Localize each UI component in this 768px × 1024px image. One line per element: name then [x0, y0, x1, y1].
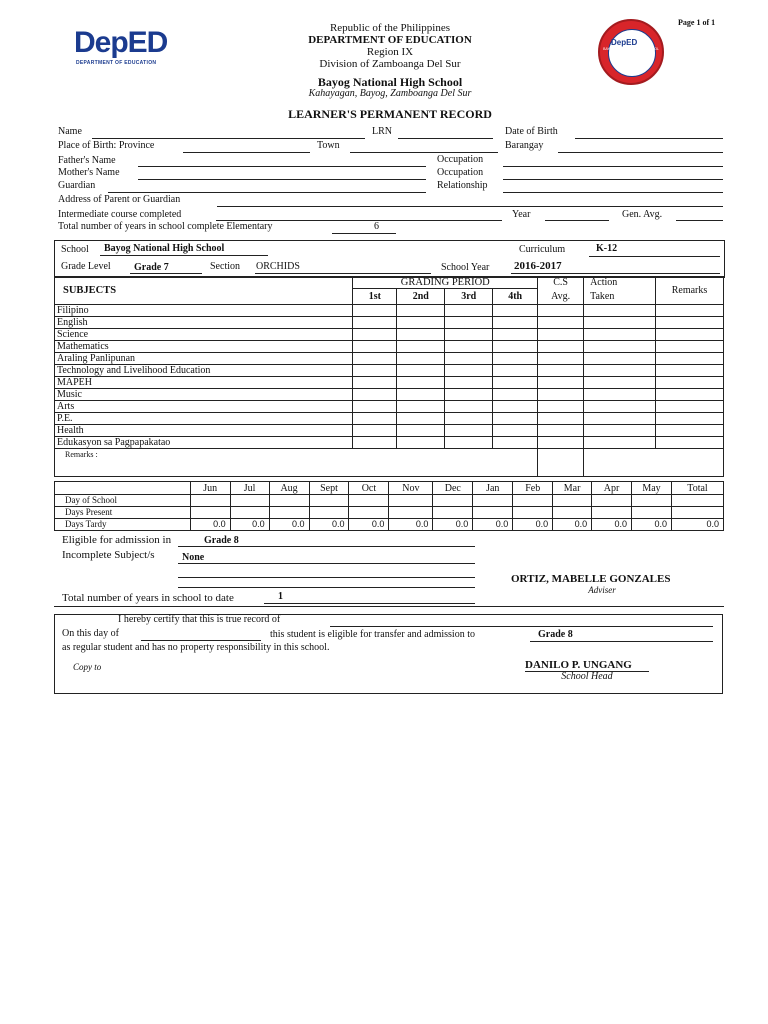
grade-cell[interactable]: [538, 401, 584, 413]
gen-avg-field[interactable]: [676, 220, 723, 221]
grade-cell[interactable]: [397, 317, 445, 329]
tardy-cell[interactable]: 0.0: [309, 519, 349, 531]
attendance-cell[interactable]: [473, 507, 513, 519]
grade-cell[interactable]: [584, 353, 656, 365]
subject-name: Science: [55, 329, 353, 341]
relationship-label: Relationship: [437, 180, 488, 191]
grade-cell[interactable]: [538, 389, 584, 401]
header-address: Kahayagan, Bayog, Zamboanga Del Sur: [308, 88, 472, 99]
month-header: Total: [671, 482, 723, 495]
grade-cell[interactable]: [445, 401, 493, 413]
period-2nd: 2nd: [397, 289, 445, 305]
address-field[interactable]: [217, 206, 723, 207]
cert-line3: as regular student and has no property responsibility in this school.: [62, 642, 330, 653]
attendance-cell[interactable]: [592, 507, 632, 519]
grade-cell[interactable]: [584, 425, 656, 437]
grade-cell[interactable]: [655, 401, 723, 413]
attendance-cell[interactable]: [433, 495, 473, 507]
taken-header: Taken: [584, 289, 656, 305]
total-years-elem-value: 6: [374, 221, 379, 232]
incomplete-underline-2: [178, 577, 475, 578]
grade-cell[interactable]: [493, 365, 538, 377]
subject-name: MAPEH: [55, 377, 353, 389]
attendance-cell[interactable]: [349, 495, 389, 507]
grade-level-label: Grade Level: [61, 261, 111, 272]
year-label: Year: [512, 209, 531, 220]
attendance-table: [54, 481, 724, 531]
cs-header: C.S: [538, 277, 584, 289]
grade-cell[interactable]: [353, 389, 397, 401]
attendance-cell[interactable]: [473, 495, 513, 507]
relationship-field[interactable]: [503, 192, 723, 193]
tardy-cell[interactable]: 0.0: [513, 519, 553, 531]
curriculum-value: K-12: [596, 243, 618, 254]
tardy-cell[interactable]: 0.0: [269, 519, 309, 531]
occupation1-label: Occupation: [437, 154, 484, 165]
grade-cell[interactable]: [397, 425, 445, 437]
grade-cell[interactable]: [493, 377, 538, 389]
month-header: Feb: [513, 482, 553, 495]
subject-name: Edukasyon sa Pagpapakatao: [55, 437, 353, 449]
grade-level-underline: [130, 273, 202, 274]
section-label: Section: [210, 261, 240, 272]
father-occupation-field[interactable]: [503, 166, 723, 167]
occupation2-label: Occupation: [437, 167, 484, 178]
grade-cell[interactable]: [493, 389, 538, 401]
curriculum-underline: [589, 256, 720, 257]
tardy-cell[interactable]: 0.0: [389, 519, 433, 531]
grade-cell[interactable]: [584, 341, 656, 353]
grades-table: [54, 276, 724, 477]
cert-student-name-field[interactable]: [330, 626, 713, 627]
grade-cell[interactable]: [538, 329, 584, 341]
cert-grade-underline: [530, 641, 713, 642]
school-year-value: 2016-2017: [514, 260, 562, 272]
dob-field[interactable]: [575, 138, 723, 139]
total-years-underline: [264, 603, 475, 604]
grade-cell[interactable]: [493, 413, 538, 425]
tardy-cell[interactable]: 0.0: [553, 519, 592, 531]
eligible-value: Grade 8: [204, 535, 239, 546]
grade-cell[interactable]: [445, 317, 493, 329]
grade-cell[interactable]: [584, 365, 656, 377]
grade-cell[interactable]: [353, 305, 397, 317]
father-label: Father's Name: [58, 155, 116, 166]
form-title: LEARNER'S PERMANENT RECORD: [288, 107, 492, 121]
subject-row: [55, 401, 724, 413]
page-number: Page 1 of 1: [678, 18, 716, 27]
month-header: Nov: [389, 482, 433, 495]
period-3rd: 3rd: [445, 289, 493, 305]
grade-cell[interactable]: [655, 389, 723, 401]
grade-cell[interactable]: [445, 329, 493, 341]
subject-name: P.E.: [55, 413, 353, 425]
grade-cell[interactable]: [538, 317, 584, 329]
attendance-cell[interactable]: [230, 495, 269, 507]
attendance-cell[interactable]: [513, 495, 553, 507]
grade-cell[interactable]: [445, 377, 493, 389]
grade-cell[interactable]: [445, 353, 493, 365]
subject-name: Mathematics: [55, 341, 353, 353]
month-header: Apr: [592, 482, 632, 495]
mother-label: Mother's Name: [58, 167, 120, 178]
month-header: Jul: [230, 482, 269, 495]
grade-cell[interactable]: [397, 413, 445, 425]
grade-cell[interactable]: [397, 365, 445, 377]
subject-row: [55, 305, 724, 317]
month-header: Dec: [433, 482, 473, 495]
grade-cell[interactable]: [353, 341, 397, 353]
grade-cell[interactable]: [655, 317, 723, 329]
school-label: School: [61, 244, 89, 255]
curriculum-label: Curriculum: [519, 244, 566, 255]
grade-cell[interactable]: [397, 353, 445, 365]
lrn-field[interactable]: [398, 138, 493, 139]
grade-cell[interactable]: [538, 413, 584, 425]
cert-line2b: this student is eligible for transfer and admission to: [270, 629, 475, 640]
header-division: Division of Zamboanga Del Sur: [319, 58, 461, 70]
town-label: Town: [317, 140, 340, 151]
grade-cell[interactable]: [584, 389, 656, 401]
father-field[interactable]: [138, 166, 426, 167]
subject-row: [55, 329, 724, 341]
subject-name: Music: [55, 389, 353, 401]
header-region: Region IX: [366, 46, 414, 58]
subject-row: [55, 437, 724, 449]
month-header: Sept: [309, 482, 349, 495]
subject-name: Health: [55, 425, 353, 437]
grade-cell[interactable]: [538, 437, 584, 449]
subject-row: [55, 389, 724, 401]
tardy-cell[interactable]: 0.0: [592, 519, 632, 531]
grade-cell[interactable]: [353, 425, 397, 437]
attendance-row-label: Days Tardy: [55, 519, 191, 531]
subject-row: [55, 413, 724, 425]
total-years-elem-field[interactable]: [332, 233, 396, 234]
header-school: Bayog National High School: [317, 75, 463, 89]
remarks-row-label: Remarks :: [55, 449, 353, 477]
section-value: ORCHIDS: [256, 261, 300, 272]
remarks-row-cs: [538, 449, 584, 477]
incomplete-underline-3: [178, 587, 475, 588]
grade-cell[interactable]: [655, 437, 723, 449]
remarks-header: Remarks: [655, 277, 723, 305]
grade-cell[interactable]: [655, 377, 723, 389]
pob-label: Place of Birth: Province: [58, 140, 155, 151]
eligible-underline: [178, 546, 475, 547]
barangay-field[interactable]: [558, 152, 723, 153]
subject-row: [55, 365, 724, 377]
grade-cell[interactable]: [397, 341, 445, 353]
attendance-cell[interactable]: [553, 495, 592, 507]
barangay-label: Barangay: [505, 140, 544, 151]
deped-logo-text: DepED: [74, 26, 168, 59]
grade-cell[interactable]: [493, 437, 538, 449]
name-field[interactable]: [92, 138, 365, 139]
grade-cell[interactable]: [538, 365, 584, 377]
grade-cell[interactable]: [353, 329, 397, 341]
subject-name: English: [55, 317, 353, 329]
address-label: Address of Parent or Guardian: [58, 194, 181, 205]
copy-to-label: Copy to: [73, 662, 102, 672]
grade-cell[interactable]: [353, 377, 397, 389]
subject-row: [55, 317, 724, 329]
grade-cell[interactable]: [353, 437, 397, 449]
school-seal-logo: [598, 19, 664, 85]
subject-row: [55, 377, 724, 389]
subject-row: [55, 341, 724, 353]
section-underline: [255, 273, 431, 274]
grade-cell[interactable]: [584, 377, 656, 389]
grade-cell[interactable]: [655, 365, 723, 377]
school-year-label: School Year: [441, 262, 490, 273]
grade-cell[interactable]: [493, 425, 538, 437]
attendance-cell[interactable]: [671, 507, 723, 519]
incomplete-label: Incomplete Subject/s: [62, 549, 155, 561]
grade-cell[interactable]: [538, 353, 584, 365]
tardy-cell[interactable]: 0.0: [349, 519, 389, 531]
grade-cell[interactable]: [397, 377, 445, 389]
footer-divider: [54, 606, 724, 607]
grade-cell[interactable]: [493, 305, 538, 317]
cert-line2a: On this day of: [62, 628, 119, 639]
tardy-cell[interactable]: 0.0: [190, 519, 230, 531]
grade-cell[interactable]: [655, 353, 723, 365]
period-1st: 1st: [353, 289, 397, 305]
grade-cell[interactable]: [397, 401, 445, 413]
attendance-cell[interactable]: [190, 507, 230, 519]
adviser-title: Adviser: [588, 585, 616, 595]
attendance-cell[interactable]: [632, 507, 672, 519]
cert-line1: I hereby certify that this is true record of: [118, 614, 281, 625]
total-years-elem-label: Total number of years in school complete Elementary: [58, 221, 273, 232]
dob-label: Date of Birth: [505, 126, 558, 137]
attendance-row-label: Days Present: [55, 507, 191, 519]
attendance-cell[interactable]: [230, 507, 269, 519]
grade-cell[interactable]: [397, 437, 445, 449]
guardian-label: Guardian: [58, 180, 96, 191]
attendance-cell[interactable]: [592, 495, 632, 507]
mother-occupation-field[interactable]: [503, 179, 723, 180]
month-header: Jun: [190, 482, 230, 495]
attendance-row-label: Day of School: [55, 495, 191, 507]
attendance-cell[interactable]: [553, 507, 592, 519]
name-label: Name: [58, 126, 82, 137]
grade-cell[interactable]: [655, 329, 723, 341]
deped-logo-subtext: DEPARTMENT OF EDUCATION: [76, 60, 157, 66]
school-head-name: DANILO P. UNGANG: [525, 659, 632, 671]
subject-name: Arts: [55, 401, 353, 413]
attendance-cell[interactable]: [309, 495, 349, 507]
school-underline: [100, 255, 268, 256]
total-years-label: Total number of years in school to date: [62, 592, 234, 604]
grade-cell[interactable]: [655, 305, 723, 317]
grade-cell[interactable]: [493, 317, 538, 329]
deped-logo: [70, 26, 230, 70]
grade-cell[interactable]: [353, 353, 397, 365]
subject-row: [55, 425, 724, 437]
grade-cell[interactable]: [353, 401, 397, 413]
grade-cell[interactable]: [397, 329, 445, 341]
month-header: Jan: [473, 482, 513, 495]
grade-cell[interactable]: [538, 425, 584, 437]
attendance-cell[interactable]: [632, 495, 672, 507]
grade-cell[interactable]: [493, 353, 538, 365]
period-4th: 4th: [493, 289, 538, 305]
town-field[interactable]: [350, 152, 498, 153]
attendance-cell[interactable]: [433, 507, 473, 519]
tardy-cell[interactable]: 0.0: [473, 519, 513, 531]
incomplete-underline-1: [178, 563, 475, 564]
cert-day-field[interactable]: [141, 640, 261, 641]
grade-cell[interactable]: [493, 341, 538, 353]
header-department: DEPARTMENT OF EDUCATION: [308, 34, 472, 46]
attendance-cell[interactable]: [389, 495, 433, 507]
grade-cell[interactable]: [445, 341, 493, 353]
grade-cell[interactable]: [584, 305, 656, 317]
attendance-cell[interactable]: [309, 507, 349, 519]
grade-cell[interactable]: [397, 389, 445, 401]
action-header: Action: [584, 277, 656, 289]
grade-cell[interactable]: [584, 317, 656, 329]
grade-cell[interactable]: [397, 305, 445, 317]
grade-cell[interactable]: [584, 413, 656, 425]
grade-cell[interactable]: [445, 365, 493, 377]
grade-cell[interactable]: [445, 305, 493, 317]
grading-period-header: GRADING PERIOD: [353, 277, 538, 289]
grade-cell[interactable]: [538, 341, 584, 353]
seal-ring-text: BAYOG NATIONAL HIGH SCHOOL: [603, 47, 659, 51]
grade-cell[interactable]: [655, 425, 723, 437]
subject-name: Araling Panlipunan: [55, 353, 353, 365]
grade-cell[interactable]: [584, 437, 656, 449]
avg-header: Avg.: [538, 289, 584, 305]
grade-cell[interactable]: [538, 305, 584, 317]
total-years-value: 1: [278, 591, 283, 602]
grade-cell[interactable]: [538, 377, 584, 389]
grade-level-value: Grade 7: [134, 262, 169, 273]
gen-avg-label: Gen. Avg.: [622, 209, 663, 220]
school-head-title: School Head: [561, 671, 613, 682]
grade-cell[interactable]: [655, 341, 723, 353]
attendance-cell[interactable]: [349, 507, 389, 519]
grade-cell[interactable]: [353, 317, 397, 329]
subject-name: Filipino: [55, 305, 353, 317]
attendance-cell[interactable]: [389, 507, 433, 519]
attendance-cell[interactable]: [269, 507, 309, 519]
attendance-cell[interactable]: [513, 507, 553, 519]
subjects-header: SUBJECTS: [55, 277, 353, 305]
subject-name: Technology and Livelihood Education: [55, 365, 353, 377]
attendance-cell[interactable]: [190, 495, 230, 507]
grade-cell[interactable]: [445, 413, 493, 425]
incomplete-value: None: [182, 552, 205, 563]
grade-cell[interactable]: [493, 401, 538, 413]
lrn-label: LRN: [372, 126, 392, 137]
guardian-field[interactable]: [108, 192, 426, 193]
attendance-corner: [55, 482, 191, 495]
tardy-cell[interactable]: 0.0: [632, 519, 672, 531]
adviser-name: ORTIZ, MABELLE GONZALES: [511, 573, 671, 585]
remarks-row-end: [584, 449, 724, 477]
eligible-label: Eligible for admission in: [62, 534, 172, 546]
cert-grade: Grade 8: [538, 629, 573, 640]
mother-field[interactable]: [138, 179, 426, 180]
header-republic: Republic of the Philippines: [329, 22, 451, 34]
subject-row: [55, 353, 724, 365]
attendance-cell[interactable]: [269, 495, 309, 507]
province-field[interactable]: [183, 152, 310, 153]
seal-text: DepED: [611, 38, 638, 47]
grade-cell[interactable]: [493, 329, 538, 341]
school-value: Bayog National High School: [104, 243, 225, 254]
school-year-underline: [511, 273, 720, 274]
month-header: Oct: [349, 482, 389, 495]
grade-cell[interactable]: [353, 365, 397, 377]
grade-cell[interactable]: [584, 401, 656, 413]
intermediate-label: Intermediate course completed: [58, 209, 182, 220]
year-field[interactable]: [545, 220, 609, 221]
grade-cell[interactable]: [445, 437, 493, 449]
grade-cell[interactable]: [584, 329, 656, 341]
attendance-cell[interactable]: [671, 495, 723, 507]
grade-cell[interactable]: [445, 425, 493, 437]
month-header: Aug: [269, 482, 309, 495]
tardy-cell[interactable]: 0.0: [671, 519, 723, 531]
month-header: Mar: [553, 482, 592, 495]
remarks-row-space: [353, 449, 538, 477]
grade-cell[interactable]: [655, 413, 723, 425]
grade-cell[interactable]: [353, 413, 397, 425]
grade-cell[interactable]: [445, 389, 493, 401]
tardy-cell[interactable]: 0.0: [433, 519, 473, 531]
tardy-cell[interactable]: 0.0: [230, 519, 269, 531]
month-header: May: [632, 482, 672, 495]
